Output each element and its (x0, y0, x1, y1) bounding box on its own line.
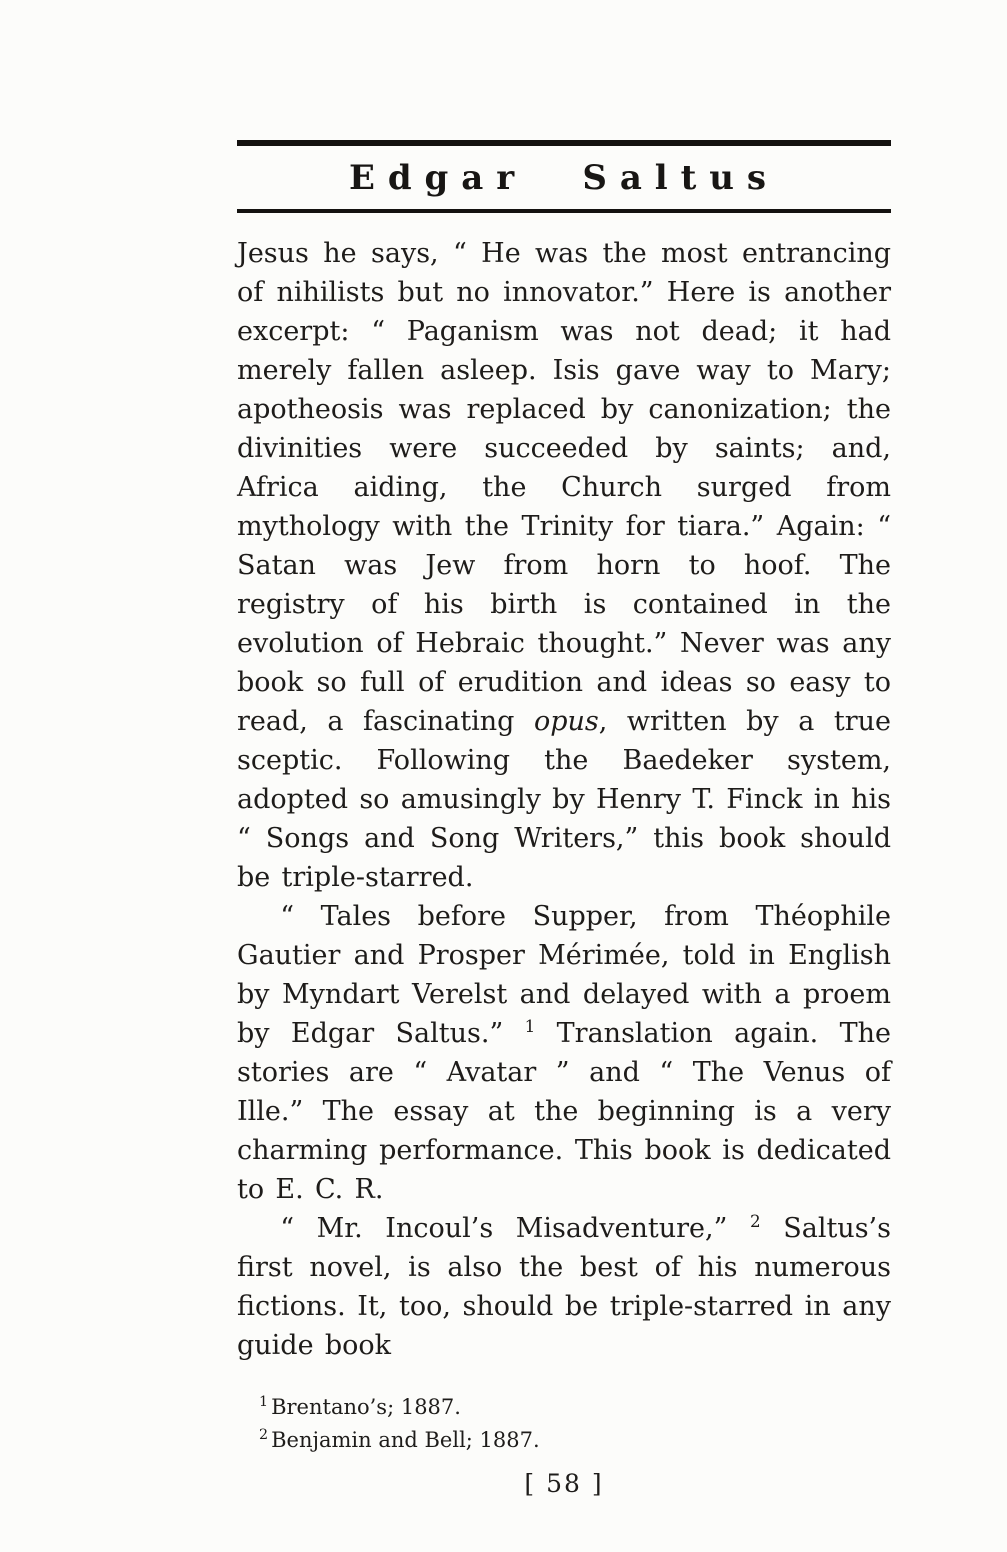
footnote-2-marker: 2 (259, 1427, 269, 1443)
footnote-2-text: Benjamin and Bell; 1887. (271, 1428, 540, 1452)
footnote-1-marker: 1 (259, 1394, 269, 1410)
paragraph-1: Jesus he says, “ He was the most entrancing of nihilists but no innovator.” Here is another excerpt: “ Paganism was not dead; it had merely fallen asleep. Isis gave way to Mary; apotheosis was replaced by canonization; the divinities were succeeded by saints; and, Africa aiding, the Church surged from mythology with the Trinity for tiara.” Again: “ Satan was Jew from horn to hoof. The registry of his birth is contained in the evolution of Hebraic thought.” Never was any book so full of erudition and ideas so easy to read, a fascinating opus, written by a true sceptic. Following the Baedeker system, adopted so amusingly by Henry T. Finck in his “ Songs and Song Writers,” this book should be triple-starred. (237, 238, 891, 893)
footnote-1 (259, 1391, 891, 1424)
text-block (237, 140, 891, 1498)
title-rule (237, 209, 891, 213)
footnote-1-text: Brentano’s; 1887. (271, 1395, 461, 1419)
paragraph-3: “ Mr. Incoul’s Misadventure,” $^2$ Saltus’s first novel, is also the best of his numerous fictions. It, too, should be triple-starred in any guide book (237, 1211, 891, 1361)
page-number: [ 58 ] (524, 1469, 604, 1498)
body-text (237, 234, 891, 1365)
footnotes (259, 1391, 891, 1457)
paragraph-2: “ Tales before Supper, from Théophile Gautier and Prosper Mérimée, told in English by Myndart Verelst and delayed with a proem by Edgar Saltus.” $^1$ Translation again. The stories are “ Avatar ” and “ The Venus of Ille.” The essay at the beginning is a very charming performance. This book is dedicated to E. C. R. (237, 901, 891, 1205)
running-head-title: Edgar Saltus (349, 158, 779, 198)
footnote-2 (259, 1424, 891, 1457)
top-rule (237, 140, 891, 146)
